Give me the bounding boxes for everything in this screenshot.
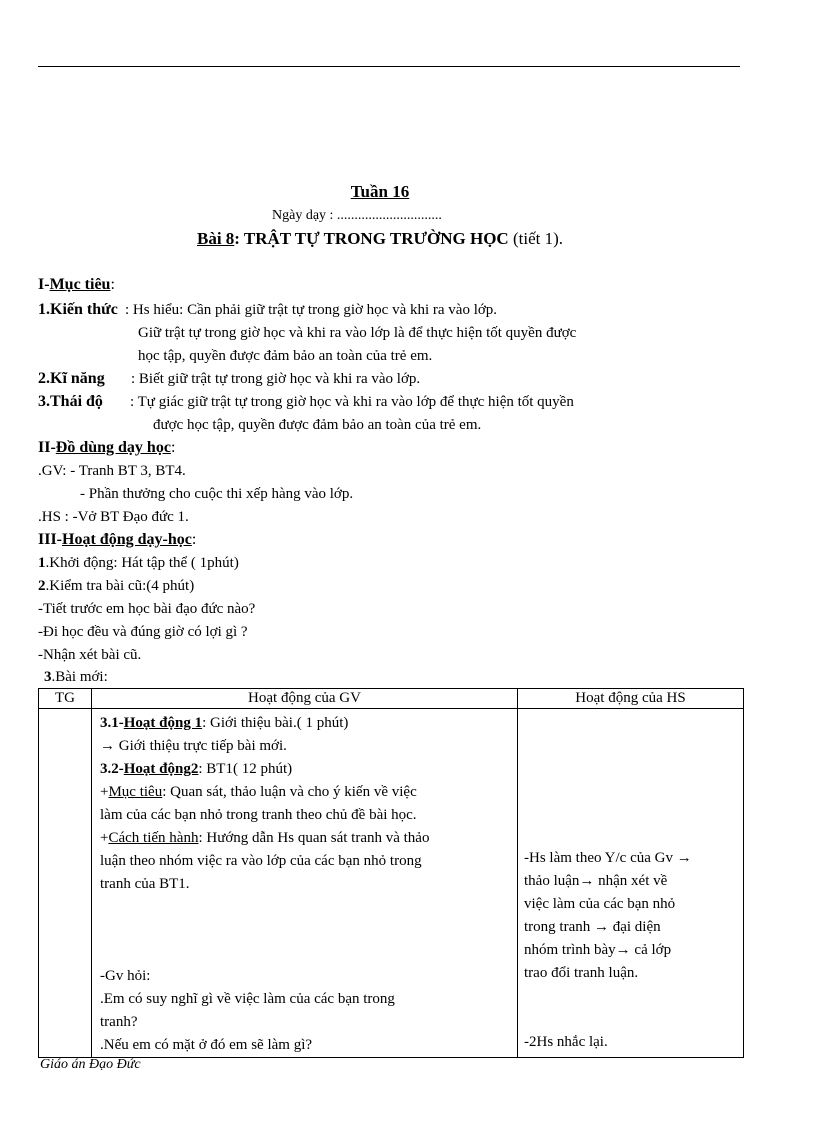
materials-line: - Phần thưởng cho cuộc thi xếp hàng vào lớp. — [80, 486, 354, 502]
warmup: 1.Khởi động: Hát tập thể ( 1phút) — [38, 555, 239, 571]
hs-line: trong tranh → đại diện — [524, 919, 661, 935]
review-question: -Đi học đều và đúng giờ có lợi gì ? — [38, 624, 248, 640]
skill-label: 2.Kĩ năng — [38, 370, 105, 387]
method-line: +Cách tiến hành: Hướng dẫn Hs quan sát tranh và thảo — [100, 830, 430, 846]
col-header-time: TG — [39, 689, 92, 709]
time-cell — [39, 709, 92, 1058]
gv-line: tranh? — [100, 1014, 138, 1030]
week-title: Tuần 16 — [350, 182, 410, 201]
teacher-activity-cell — [92, 709, 518, 1058]
knowledge-line: : Hs hiểu: Cần phải giữ trật tự trong giờ học và khi ra vào lớp. — [125, 302, 498, 318]
teaching-date: Ngày dạy : .............................. — [272, 208, 442, 223]
col-header-teacher: Hoạt động của GV — [92, 689, 518, 709]
hs-line: thảo luận→ nhận xét về — [524, 873, 668, 889]
gv-line: .Nếu em có mặt ở đó em sẽ làm gì? — [100, 1037, 313, 1053]
spacer — [92, 896, 517, 965]
spacer — [518, 985, 743, 1031]
materials-line: .GV: - Tranh BT 3, BT4. — [38, 463, 186, 479]
gv-line: tranh của BT1. — [100, 876, 190, 892]
activity-1-heading: 3.1-Hoạt động 1: Giới thiệu bài.( 1 phút) — [100, 715, 349, 731]
table-row — [39, 709, 744, 1058]
hs-line: việc làm của các bạn nhỏ — [524, 896, 676, 912]
activity-table — [38, 688, 744, 1058]
goal-line: +Mục tiêu: Quan sát, thảo luận và cho ý kiến về việc — [100, 784, 417, 800]
activities-heading: III-Hoạt động dạy-học: — [38, 531, 197, 548]
attitude-label: 3.Thái độ — [38, 393, 103, 410]
gv-line: .Em có suy nghĩ gì về việc làm của các bạn trong — [100, 991, 395, 1007]
knowledge-label: 1.Kiến thức — [38, 301, 118, 318]
spacer — [518, 709, 743, 847]
gv-line: làm của các bạn nhỏ trong tranh theo chủ đề bài học. — [100, 807, 417, 823]
gv-line: → Giới thiệu trực tiếp bài mới. — [100, 738, 287, 754]
objectives-heading: I-Mục tiêu: — [38, 276, 115, 293]
lesson-title: Bài 8: TRẬT TỰ TRONG TRƯỜNG HỌC (tiết 1). — [196, 229, 564, 248]
student-activity-cell — [518, 709, 744, 1058]
new-lesson: 3.Bài mới: — [44, 669, 108, 685]
review-question: -Tiết trước em học bài đạo đức nào? — [38, 601, 256, 617]
page-footer: Giáo án Đạo Đức — [40, 1057, 141, 1072]
knowledge-line: học tập, quyền được đảm bảo an toàn của trẻ em. — [138, 348, 433, 364]
gv-line: luận theo nhóm việc ra vào lớp của các bạn nhỏ trong — [100, 853, 422, 869]
activity-2-heading: 3.2-Hoạt động2: BT1( 12 phút) — [100, 761, 293, 777]
materials-line: .HS : -Vở BT Đạo đức 1. — [38, 509, 189, 525]
hs-line: -Hs làm theo Y/c của Gv → — [524, 850, 692, 866]
col-header-student: Hoạt động của HS — [518, 689, 744, 709]
hs-line: nhóm trình bày→ cả lớp — [524, 942, 672, 958]
skill-text: : Biết giữ trật tự trong giờ học và khi ra vào lớp. — [131, 371, 421, 387]
top-rule — [38, 66, 740, 67]
hs-line: trao đổi tranh luận. — [524, 965, 639, 981]
gv-line: -Gv hỏi: — [100, 968, 151, 984]
materials-heading: II-Đồ dùng dạy học: — [38, 439, 176, 456]
hs-line: -2Hs nhắc lại. — [524, 1034, 608, 1050]
attitude-line: được học tập, quyền được đảm bảo an toàn của trẻ em. — [153, 417, 482, 433]
knowledge-line: Giữ trật tự trong giờ học và khi ra vào lớp là để thực hiện tốt quyền được — [138, 325, 577, 341]
review-question: -Nhận xét bài cũ. — [38, 647, 142, 663]
attitude-line: : Tự giác giữ trật tự trong giờ học và khi ra vào lớp để thực hiện tốt quyền — [130, 394, 574, 410]
table-header-row — [39, 689, 744, 709]
review: 2.Kiểm tra bài cũ:(4 phút) — [38, 578, 195, 594]
